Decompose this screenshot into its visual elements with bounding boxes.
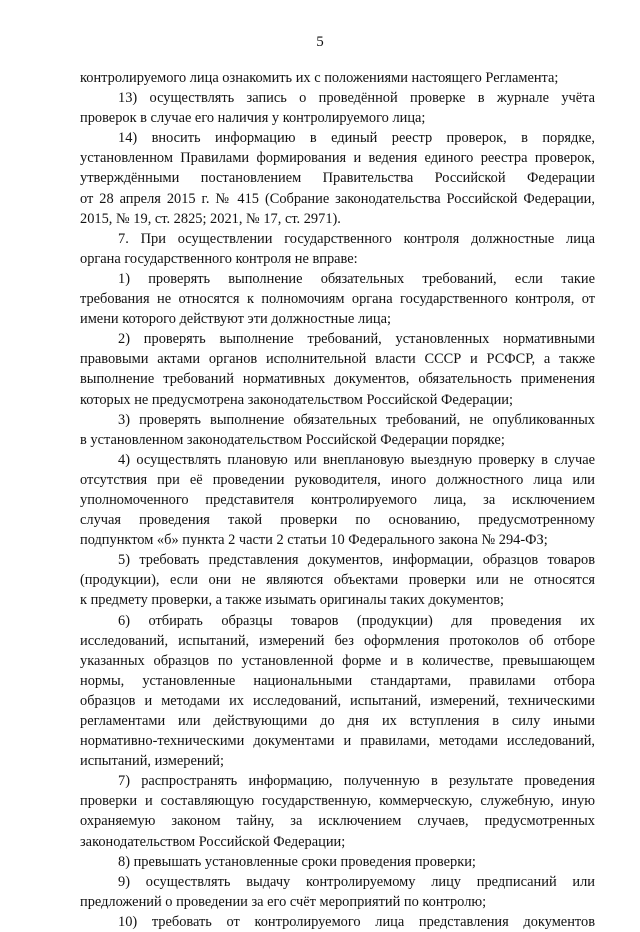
text-line: утверждёнными постановлением Правительства Российской Федерации (80, 170, 595, 187)
text-line: (продукции), если они не являются объектами проверки или не относятся (80, 572, 595, 589)
paragraph (80, 611, 595, 772)
text-line: подпунктом «б» пункта 2 части 2 статьи 10 Федерального закона № 294-ФЗ; (80, 532, 548, 549)
document-body (80, 68, 595, 932)
text-line: 14) вносить информацию в единый реестр проверок, в порядке, (118, 130, 595, 147)
text-line: регламентами или действующими до дня их вступления в силу иными (80, 713, 595, 729)
paragraph (80, 771, 595, 851)
text-line: 6) отбирать образцы товаров (продукции) для проведения их (118, 612, 595, 629)
text-line: нормы, установленные национальными стандартами, правилами отбора (80, 672, 595, 689)
text-line: указанных образцов по установленной форме и в количестве, превышающем (80, 652, 595, 669)
text-line: которых не предусмотрена законодательством Российской Федерации; (80, 391, 513, 408)
paragraph (80, 229, 595, 269)
text-line: органа государственного контроля не вправе: (80, 250, 358, 267)
text-line: к предмету проверки, а также изымать оригиналы таких документов; (80, 592, 505, 609)
paragraph (80, 88, 595, 128)
text-line: 5) требовать представления документов, информации, образцов товаров (118, 552, 595, 569)
text-line: образцов и методами их исследований, испытаний, измерений, техническими (80, 692, 595, 709)
text-line: 9) осуществлять выдачу контролируемому лицу предписаний или (118, 873, 595, 890)
text-line: в установленном законодательством Российской Федерации порядке; (80, 431, 505, 448)
paragraph (80, 410, 595, 450)
text-line: уполномоченного представителя контролируемого лица, за исключением (80, 491, 595, 508)
text-line: выполнение требований нормативных документов, обязательность применения (80, 371, 595, 388)
text-line: проверок в случае его наличия у контролируемого лица; (80, 110, 426, 127)
paragraph (80, 68, 595, 88)
text-line: 7. При осуществлении государственного контроля должностные лица (118, 230, 595, 247)
text-line: от 28 апреля 2015 г. № 415 (Собрание законодательства Российской Федерации, (80, 190, 595, 207)
text-line: проверки и составляющую государственную, коммерческую, служебную, иную (80, 793, 595, 810)
text-line: случая проведения такой проверки по основанию, предусмотренному (80, 512, 595, 529)
text-line: законодательством Российской Федерации; (80, 833, 346, 850)
text-line: 4) осуществлять плановую или внеплановую выездную проверку в случае (118, 451, 595, 468)
text-line: требования не относятся к полномочиям органа государственного контроля, от (80, 291, 595, 308)
text-line: 1) проверять выполнение обязательных требований, если такие (118, 270, 595, 287)
text-line: предложений о проведении за его счёт мероприятий по контролю; (80, 893, 487, 910)
text-line: исследований, испытаний, измерений без оформления протоколов об отборе (80, 632, 595, 649)
paragraph (80, 128, 595, 228)
text-line: испытаний, измерений; (80, 753, 224, 770)
text-line: правовыми актами органов исполнительной власти СССР и РСФСР, а также (80, 351, 595, 368)
text-line: установленном Правилами формирования и ведения единого реестра проверок, (80, 150, 595, 167)
text-line: 8) превышать установленные сроки проведения проверки; (118, 853, 476, 870)
text-line: 13) осуществлять запись о проведённой проверке в журнале учёта (118, 90, 595, 107)
page-number: 5 (316, 34, 324, 50)
paragraph (80, 912, 595, 932)
paragraph (80, 269, 595, 329)
text-line: 2) проверять выполнение требований, установленных нормативными (118, 331, 595, 348)
text-line: отсутствия при её проведении руководителя, иного должностного лица или (80, 471, 595, 488)
text-line: имени которого действуют эти должностные лица; (80, 311, 391, 328)
text-line: 3) проверять выполнение обязательных требований, не опубликованных (118, 411, 595, 428)
paragraph (80, 550, 595, 610)
text-line: охраняемую законом тайну, за исключением случаев, предусмотренных (80, 813, 595, 830)
text-line: нормативно-техническими документами и правилами, методами исследований, (80, 733, 595, 750)
paragraph (80, 852, 595, 872)
text-line: 10) требовать от контролируемого лица представления документов (118, 913, 595, 930)
paragraph (80, 329, 595, 409)
text-line: контролируемого лица ознакомить их с положениями настоящего Регламента; (80, 70, 559, 86)
text-line: 7) распространять информацию, полученную в результате проведения (118, 773, 595, 790)
paragraph (80, 872, 595, 912)
paragraph (80, 450, 595, 550)
text-line: 2015, № 19, ст. 2825; 2021, № 17, ст. 2971). (80, 210, 341, 227)
